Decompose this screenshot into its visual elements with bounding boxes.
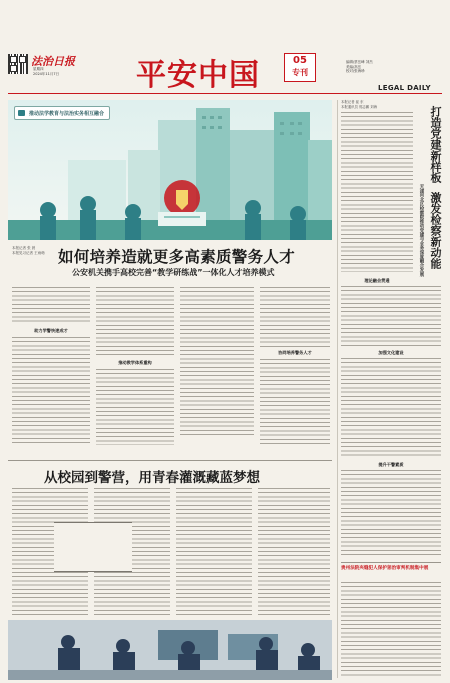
text-block — [96, 369, 174, 445]
section-title: 平安中国 — [136, 58, 260, 93]
book-icon — [18, 110, 25, 116]
second-col-3 — [176, 488, 252, 616]
section-number: 05 — [293, 55, 307, 66]
section-kind: 专刊 — [292, 68, 308, 77]
main-col-3 — [180, 287, 254, 437]
banner-illustration — [8, 100, 332, 240]
text-block — [180, 287, 254, 437]
text-block — [96, 287, 174, 357]
quote-box — [54, 522, 132, 572]
main-section-1-title: 助力学警快速成才 — [34, 328, 68, 333]
main-byline-intern: 本报见习记者 王雨萌 — [12, 250, 45, 255]
right-byline-reporter: 本报记者 崔 东 — [341, 100, 364, 104]
credits-proofreader: 校对/张海珍 — [346, 69, 365, 74]
right-text-block-3 — [341, 358, 441, 458]
credits — [346, 60, 373, 74]
text-block — [260, 359, 330, 445]
section-badge — [284, 53, 316, 82]
main-col-2 — [96, 287, 174, 445]
police-photo — [8, 620, 332, 680]
main-section-2-title: 推动教学体系重构 — [118, 360, 152, 365]
right-section-2-title: 加强文化建设 — [378, 350, 404, 355]
main-byline-reporter: 本报记者 张 晨 — [12, 246, 36, 250]
right-footer-headline: 贵州法院夹缝犯人保护惩治审判机制集中展 — [341, 566, 429, 571]
right-section-1-title: 理论融会贯通 — [364, 278, 390, 283]
masthead-rule — [8, 93, 442, 94]
credits-editor: 编辑/蔡岳峰 刘杰 — [346, 60, 373, 64]
english-name: LEGAL DAILY — [378, 84, 431, 92]
issue-date: 2024年11月7日 — [33, 72, 60, 76]
main-headline: 如何培养造就更多高素质警务人才 — [58, 248, 296, 266]
banner-label — [14, 106, 110, 120]
second-col-4 — [258, 488, 330, 616]
weekday: 星期四 — [33, 67, 44, 71]
right-intro-text — [341, 112, 413, 272]
article-divider — [8, 460, 332, 461]
right-byline — [341, 100, 442, 109]
right-vertical-title-1: 打造党建新样板 — [429, 106, 442, 183]
right-section-3-title: 提升干警素质 — [378, 462, 404, 467]
right-footer-rule — [341, 562, 441, 563]
paper-name: 法治日报 — [31, 55, 75, 68]
credits-designer: 美编/高岳 — [346, 64, 362, 69]
right-article — [341, 100, 442, 678]
main-article-header — [8, 244, 332, 284]
text-block — [12, 337, 90, 445]
main-col-4 — [260, 287, 330, 445]
right-text-block-5 — [341, 582, 441, 676]
officers-photo-illustration — [8, 620, 332, 680]
right-text-block-2 — [341, 286, 441, 346]
right-byline-correspondents: 本报通讯员 郭志鹏 刘海 — [341, 104, 378, 109]
column-separator — [337, 100, 338, 678]
text-block — [260, 287, 330, 347]
masthead — [0, 0, 450, 98]
main-byline — [12, 246, 45, 255]
qr-code-icon — [8, 54, 28, 74]
main-section-3-title: 协同培养警务人才 — [278, 350, 312, 355]
banner-label-text: 推动法学教育与法治实务相互融合 — [29, 110, 105, 117]
main-col-1 — [12, 287, 90, 445]
second-headline: 从校园到警营，用青春灌溉藏蓝梦想 — [44, 470, 260, 486]
right-vertical-title-2: 激发检察新动能 — [429, 192, 442, 269]
main-subheadline: 公安机关携手高校完善“教学研练战”一体化人才培养模式 — [72, 268, 275, 277]
text-block — [12, 287, 90, 325]
second-article-body — [8, 488, 332, 618]
right-vertical-subtitle: 天津河北区检察院推动党建与业务深度融合发展 — [419, 184, 424, 277]
right-text-block-4 — [341, 470, 441, 558]
buildings-illustration — [8, 100, 332, 240]
main-article-body — [8, 287, 332, 457]
